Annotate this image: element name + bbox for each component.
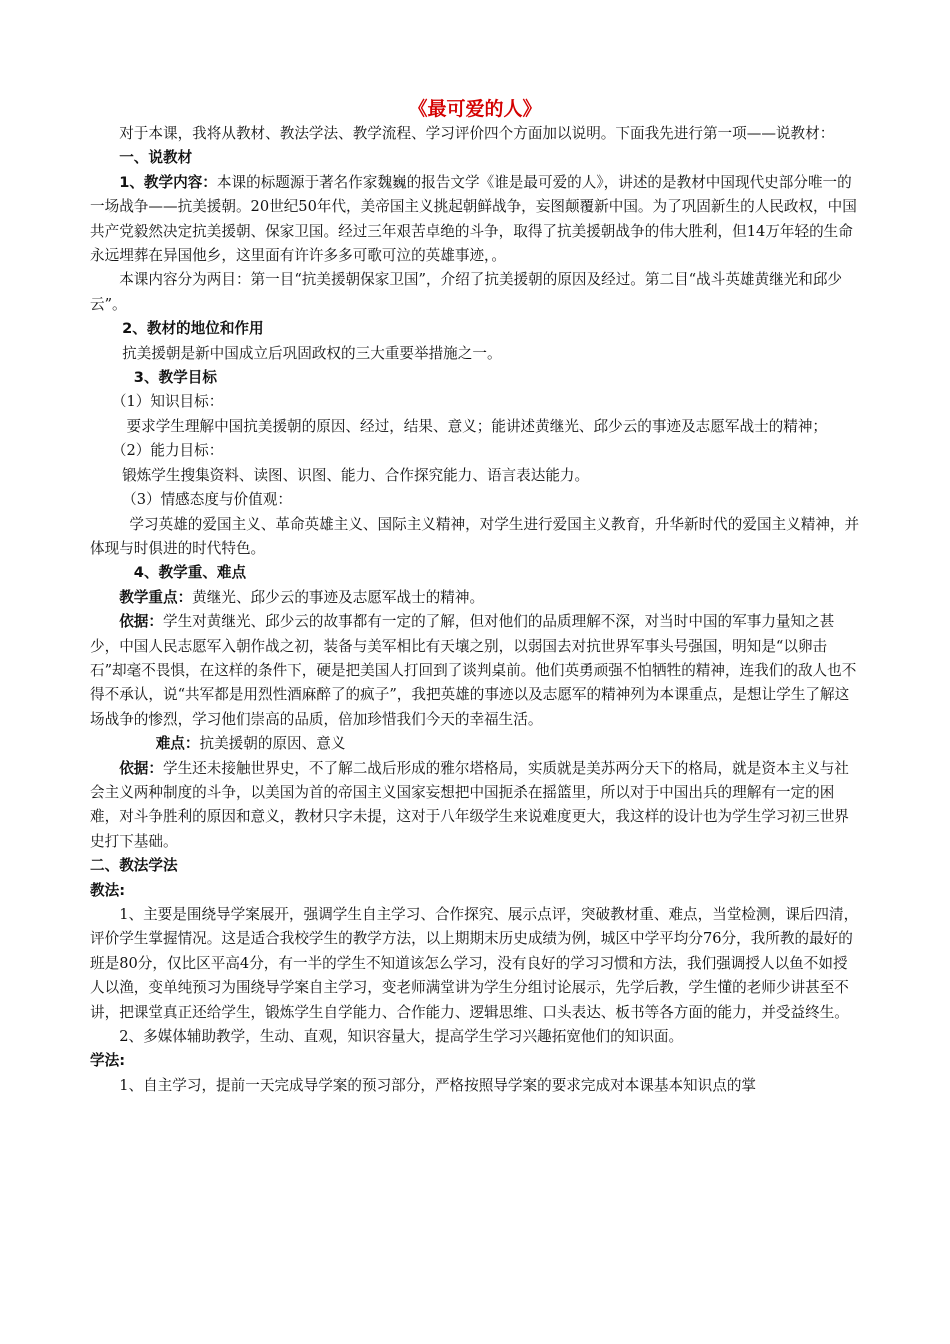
intro-paragraph: 对于本课，我将从教材、教法学法、教学流程、学习评价四个方面加以说明。下面我先进行第一项——说教材： [119,125,835,142]
learning-method-1: 1、自主学习，提前一天完成导学案的预习部分，严格按照导学案的要求完成对本课基本知识点的掌 [119,1076,757,1094]
key-points-heading: 4、教学重、难点 [133,564,247,582]
difficulty-label: 难点： [155,735,200,753]
teaching-method-label: 教法: [90,881,126,899]
document-title: 《最可爱的人》 [408,98,542,120]
basis-paragraph-2 [90,757,860,855]
basis-text-1: 学生对黄继光、邱少云的故事都有一定的了解，但对他们的品质理解不深，对当时中国的军事力量知之甚少，中国人民志愿军入朝作战之初，装备与美军相比有天壤之别，以弱国去对抗世界军事头号强国，明知是“以卵击石”却毫不畏惧，在这样的条件下，硬是把美国人打回到了谈判桌前。他们英勇顽强不怕牺牲的精神，连我们的敌人也不得不承认，说“共军都是用烈性酒麻醉了的疯子”，我把英雄的事迹以及志愿军的精神列为本课重点，是想让学生了解这场战争的惨烈，学习他们崇高的品质，倍加珍惜我们今天的幸福生活。 [90,613,857,728]
basis-label-1: 依据： [119,613,163,631]
content-text: 本课的标题源于著名作家魏巍的报告文学《谁是最可爱的人》，讲述的是教材中国现代史部分唯一的一场战争——抗美援朝。20世纪50年代，美帝国主义挑起朝鲜战争，妄图颠覆新中国。为了巩固新生的人民政权，中国共产党毅然决定抗美援朝、保家卫国。经过三年艰苦卓绝的斗争，取得了抗美援朝战争的伟大胜利，但14万年轻的生命永远埋葬在异国他乡，这里面有许许多多可歌可泣的英雄事迹，。 [90,173,857,265]
teaching-method-1: 1、主要是围绕导学案展开，强调学生自主学习、合作探究、展示点评，突破教材重、难点，当堂检测，课后四清，评价学生掌握情况。这是适合我校学生的教学方法，以上期期末历史成绩为例，城区中学平均分76分，我所教的最好的班是80分，仅比区平高4分，有一半的学生不知道该怎么学习，没有良好的学习习惯和方法，我们强调授人以鱼不如授人以渔，变单纯预习为围绕导学案自主学习，变老师满堂讲为学生分组讨论展示，先学后教，学生懂的老师少讲甚至不讲，把课堂真正还给学生，锻炼学生自学能力、合作能力、逻辑思维、口头表达、板书等各方面的能力，并受益终生。 [90,906,859,1021]
goals-heading: 3、教学目标 [133,369,217,387]
basis-label-2: 依据： [119,759,163,777]
goal1-text: 要求学生理解中国抗美援朝的原因、经过，结果、意义；能讲述黄继光、邱少云的事迹及志愿军战士的精神； [126,417,828,435]
basis-paragraph-1 [90,610,860,732]
key-point-label: 教学重点： [119,588,193,606]
document-page [90,96,860,1098]
teaching-method-2: 2、多媒体辅助教学，生动、直观，知识容量大，提高学生学习兴趣拓宽他们的知识面。 [119,1028,684,1046]
position-heading: 2、教材的地位和作用 [122,320,264,338]
key-point-text: 黄继光、邱少云的事迹及志愿军战士的精神。 [192,588,485,606]
content-paragraph [90,171,860,269]
content-paragraph-2: 本课内容分为两目：第一目“抗美援朝保家卫国”，介绍了抗美援朝的原因及经过。第二目“战斗英雄黄继光和邱少云”。 [90,271,843,313]
content-label: 1、教学内容： [119,173,217,191]
basis-text-2: 学生还未接触世界史，不了解二战后形成的雅尔塔格局，实质就是美苏两分天下的格局，就是资本主义与社会主义两种制度的斗争，以美国为首的帝国主义国家妄想把中国扼杀在摇篮里，所以对于中国出兵的理解有一定的困难，对斗争胜利的原因和意义，教材只字未提，这对于八年级学生来说难度更大，我这样的设计也为学生学习初三世界史打下基础。 [90,759,849,850]
section-heading-textbook: 一、说教材 [119,149,193,167]
goal3-label: （3）情感态度与价值观： [122,491,292,509]
learning-method-label: 学法: [90,1052,126,1070]
goal2-text: 锻炼学生搜集资料、读图、识图、能力、合作探究能力、语言表达能力。 [122,466,590,484]
goal3-text: 学习英雄的爱国主义、革命英雄主义、国际主义精神，对学生进行爱国主义教育，升华新时代的爱国主义精神，并体现与时俱进的时代特色。 [90,515,860,557]
key-point-paragraph [90,586,860,610]
position-text: 抗美援朝是新中国成立后巩固政权的三大重要举措施之一。 [122,344,502,362]
difficulty-paragraph [90,732,860,756]
goal1-label: （1）知识目标： [111,393,224,411]
difficulty-text: 抗美援朝的原因、意义 [199,735,346,753]
goal2-label: （2）能力目标： [111,442,224,460]
section-heading-methods: 二、教法学法 [90,857,178,875]
